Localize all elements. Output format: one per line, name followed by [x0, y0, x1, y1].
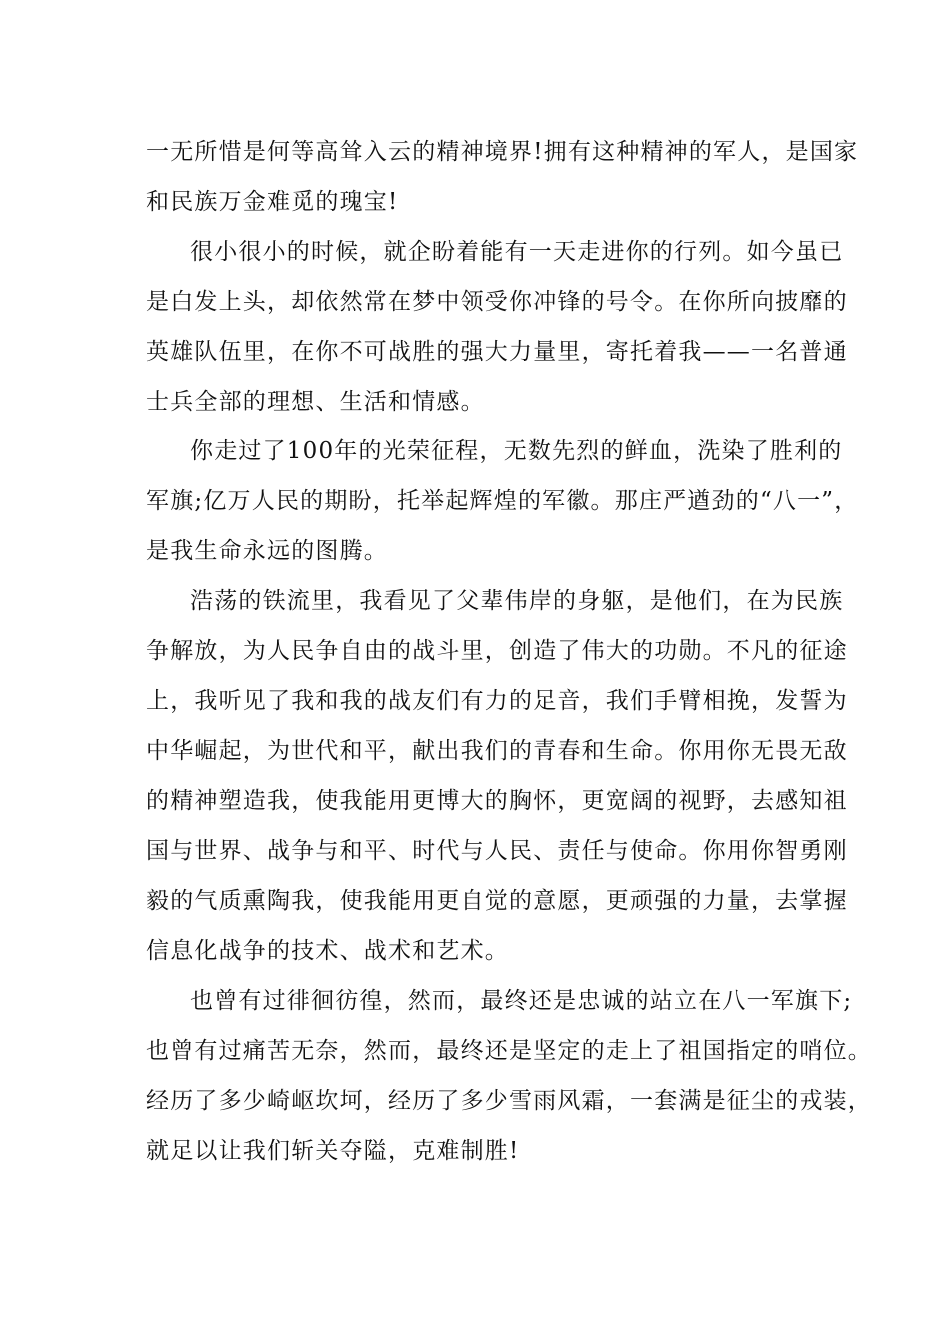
paragraph-first-line: 你走过了100年的光荣征程，无数先烈的鲜血，洗染了胜利的: [190, 438, 843, 464]
text-line: 国与世界、战争与和平、时代与人民、责任与使命。你用你智勇刚: [146, 838, 848, 864]
text-line: 和民族万金难觅的瑰宝!: [146, 189, 399, 215]
text-line: 上，我听见了我和我的战友们有力的足音，我们手臂相挽，发誓为: [146, 688, 848, 714]
text-line: 就足以让我们斩关夺隘，克难制胜!: [146, 1138, 520, 1164]
text-line: 军旗;亿万人民的期盼，托举起辉煌的军徽。那庄严遒劲的“八一”，: [146, 488, 859, 514]
text-line: 中华崛起，为世代和平，献出我们的青春和生命。你用你无畏无敌: [146, 738, 848, 764]
text-line: 争解放，为人民争自由的战斗里，创造了伟大的功勋。不凡的征途: [146, 638, 848, 664]
text-line: 毅的气质熏陶我，使我能用更自觉的意愿，更顽强的力量，去掌握: [146, 888, 848, 914]
text-line: 是我生命永远的图腾。: [146, 538, 388, 564]
paragraph-first-line: 也曾有过徘徊彷徨，然而，最终还是忠诚的站立在八一军旗下;: [190, 988, 853, 1014]
text-line: 也曾有过痛苦无奈，然而，最终还是坚定的走上了祖国指定的哨位。: [146, 1038, 872, 1064]
text-line: 的精神塑造我，使我能用更博大的胸怀，更宽阔的视野，去感知祖: [146, 788, 848, 814]
text-line: 一无所惜是何等高耸入云的精神境界!拥有这种精神的军人，是国家: [146, 139, 859, 165]
text-line: 信息化战争的技术、战术和艺术。: [146, 938, 509, 964]
text-line: 英雄队伍里，在你不可战胜的强大力量里，寄托着我——一名普通: [146, 339, 848, 365]
paragraph-first-line: 浩荡的铁流里，我看见了父辈伟岸的身躯，是他们，在为民族: [190, 588, 844, 614]
paragraph-first-line: 很小很小的时候，就企盼着能有一天走进你的行列。如今虽已: [190, 239, 844, 265]
text-line: 经历了多少崎岖坎坷，经历了多少雪雨风霜，一套满是征尘的戎装，: [146, 1088, 872, 1114]
text-line: 士兵全部的理想、生活和情感。: [146, 389, 485, 415]
text-line: 是白发上头，却依然常在梦中领受你冲锋的号令。在你所向披靡的: [146, 289, 848, 315]
